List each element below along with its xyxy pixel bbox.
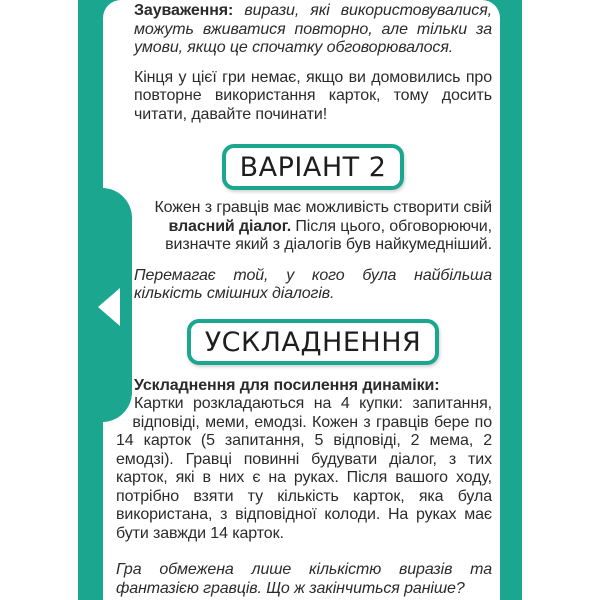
variant2-intro-text: Кожен з гравців має можливість створити свій	[154, 199, 492, 216]
end-of-game-paragraph: Кінця у цієї гри немає, якщо ви домовились про повторне використання карток, тому досить читати, давайте починати!	[134, 68, 492, 123]
complication-heading: УСКЛАДНЕННЯ	[187, 319, 440, 365]
triangle-left-icon	[98, 288, 120, 326]
variant2-intro	[116, 199, 492, 255]
variant2-heading: ВАРІАНТ 2	[222, 144, 405, 190]
variant2-winner: Перемагає той, у кого була найбільша кількість смішних діалогів.	[134, 266, 492, 302]
variant2-intro-bold: власний діалог.	[168, 217, 292, 235]
rules-content	[116, 0, 492, 597]
note-paragraph	[115, 0, 492, 58]
previous-page-tab[interactable]	[78, 188, 132, 422]
complication-subheading: Ускладнення для посилення динаміки:	[134, 376, 440, 394]
closing-paragraph: Гра обмежена лише кількістю виразів та фантазією гравців. Що ж закінчиться раніше?	[116, 561, 492, 597]
variant2-heading-wrap	[116, 144, 492, 190]
variant2-intro-rest: Після цього, обговорюючи, визначте який з діалогів був найкумедніший.	[165, 217, 492, 253]
complication-heading-wrap	[116, 319, 492, 365]
note-text: вирази, які використовувалися, можуть вживатися повторно, але тільки за умови, якщо це спочатку обговорювалося.	[134, 2, 492, 56]
note-label: Зауваження:	[134, 2, 234, 19]
complication-body: Картки розкладаються на 4 купки: запитання, відповіді, меми, емодзі. Кожен з гравців бере по 14 карток (5 запитання, 5 відповіді, 2 мема, 2 емодзі). Гравці повинні будувати діалог, з тих карток, які в них є на руках. Після вашого ходу, потрібно взяти ту кількість карток, яка була використана, з відповідної колоди. На руках має бути завжди 14 карток.	[116, 395, 492, 542]
rules-text-flow	[116, 0, 492, 598]
